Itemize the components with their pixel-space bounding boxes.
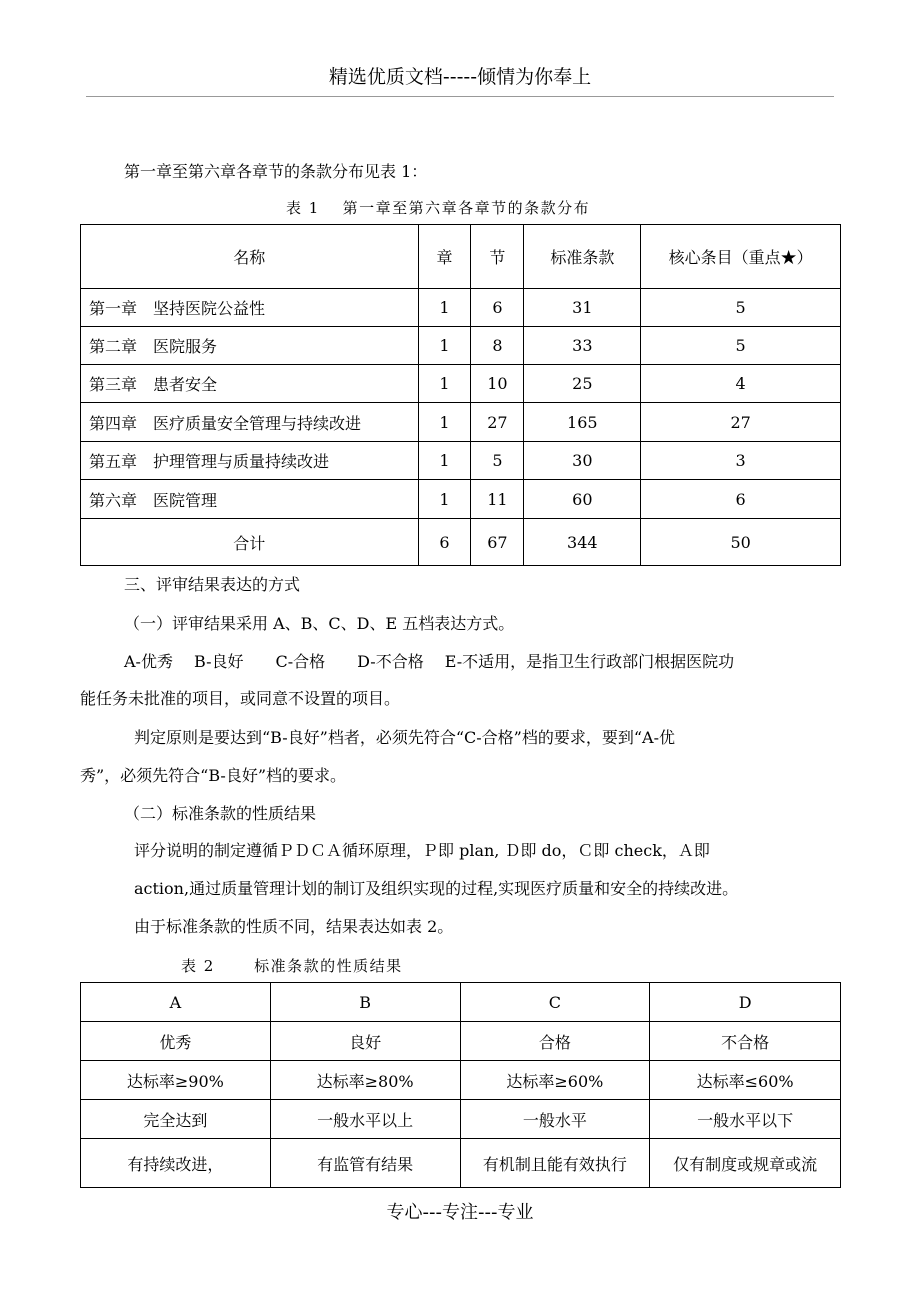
cell-total-core: 50 xyxy=(641,519,841,566)
grade-a-detail: 有持续改进， xyxy=(81,1139,271,1188)
grades-line-1: A-优秀 B-良好 C-合格 D-不合格 E-不适用，是指卫生行政部门根据医院功 xyxy=(124,652,735,671)
section3-sub1: （一）评审结果采用 A、B、C、D、E 五档表达方式。 xyxy=(124,614,515,633)
cell-standard-count: 60 xyxy=(524,480,641,519)
cell-standard-count: 31 xyxy=(524,289,641,327)
cell-standard-count: 25 xyxy=(524,365,641,403)
cell-chapter-count: 1 xyxy=(418,289,471,327)
table-row xyxy=(81,1139,841,1188)
standard-result-table xyxy=(80,982,841,1188)
page-footer: 专心---专注---专业 xyxy=(386,1202,534,1223)
cell-chapter-name: 第三章 患者安全 xyxy=(81,365,419,403)
table-row xyxy=(81,365,841,403)
cell-core-count: 5 xyxy=(641,289,841,327)
grade-a-cell: A xyxy=(81,983,271,1022)
pdca-line-2: action,通过质量管理计划的制订及组织实现的过程,实现医疗质量和安全的持续改进。 xyxy=(134,879,739,898)
grade-c-label: 合格 xyxy=(460,1022,650,1061)
table1-header-section: 节 xyxy=(471,225,524,289)
intro-text: 第一章至第六章各章节的条款分布见表 1： xyxy=(124,162,428,181)
cell-chapter-count: 1 xyxy=(418,327,471,365)
grade-b-cell: B xyxy=(270,983,460,1022)
cell-total-standard: 344 xyxy=(524,519,641,566)
table-row xyxy=(81,983,841,1022)
grade-b-detail: 有监管有结果 xyxy=(270,1139,460,1188)
cell-chapter-count: 1 xyxy=(418,442,471,480)
cell-section-count: 27 xyxy=(471,403,524,442)
table-row xyxy=(81,1100,841,1139)
principle-line-1: 判定原则是要达到“B-良好”档者，必须先符合“C-合格”档的要求，要到“A-优 xyxy=(134,728,675,747)
table-row xyxy=(81,289,841,327)
cell-standard-count: 165 xyxy=(524,403,641,442)
cell-section-count: 11 xyxy=(471,480,524,519)
cell-total-label: 合计 xyxy=(81,519,419,566)
table1-header-chapter: 章 xyxy=(418,225,471,289)
cell-section-count: 6 xyxy=(471,289,524,327)
cell-chapter-count: 1 xyxy=(418,403,471,442)
table2-caption: 表 2 标准条款的性质结果 xyxy=(181,957,403,975)
cell-chapter-count: 1 xyxy=(418,480,471,519)
grade-b-rate: 达标率≥80% xyxy=(270,1061,460,1100)
table1-header-standard-items: 标准条款 xyxy=(524,225,641,289)
section3-heading: 三、评审结果表达的方式 xyxy=(124,575,301,594)
grade-a-rate: 达标率≥90% xyxy=(81,1061,271,1100)
table1-header-name: 名称 xyxy=(81,225,419,289)
pdca-line-3: 由于标准条款的性质不同，结果表达如表 2。 xyxy=(134,917,454,936)
header-divider xyxy=(86,96,834,97)
principle-line-2: 秀”，必须先符合“B-良好”档的要求。 xyxy=(80,766,347,785)
cell-total-sections: 67 xyxy=(471,519,524,566)
grade-d-rate: 达标率≤60% xyxy=(650,1061,841,1100)
grades-line-2: 能任务未批准的项目，或同意不设置的项目。 xyxy=(80,689,401,708)
table-row xyxy=(81,327,841,365)
table1-header-core-items: 核心条目（重点★） xyxy=(641,225,841,289)
cell-standard-count: 33 xyxy=(524,327,641,365)
grade-b-level: 一般水平以上 xyxy=(270,1100,460,1139)
cell-core-count: 4 xyxy=(641,365,841,403)
cell-chapter-count: 1 xyxy=(418,365,471,403)
chapter-distribution-table xyxy=(80,224,841,566)
grade-c-level: 一般水平 xyxy=(460,1100,650,1139)
table1-total-row xyxy=(81,519,841,566)
cell-chapter-name: 第五章 护理管理与质量持续改进 xyxy=(81,442,419,480)
cell-section-count: 5 xyxy=(471,442,524,480)
cell-standard-count: 30 xyxy=(524,442,641,480)
section3-sub2: （二）标准条款的性质结果 xyxy=(124,804,317,823)
cell-total-chapters: 6 xyxy=(418,519,471,566)
grade-c-rate: 达标率≥60% xyxy=(460,1061,650,1100)
grade-c-cell: C xyxy=(460,983,650,1022)
cell-chapter-name: 第一章 坚持医院公益性 xyxy=(81,289,419,327)
table1-caption: 表 1 第一章至第六章各章节的条款分布 xyxy=(286,199,591,217)
cell-core-count: 6 xyxy=(641,480,841,519)
grade-d-detail: 仅有制度或规章或流 xyxy=(650,1139,841,1188)
cell-section-count: 8 xyxy=(471,327,524,365)
table-row xyxy=(81,1061,841,1100)
grade-c-detail: 有机制且能有效执行 xyxy=(460,1139,650,1188)
cell-core-count: 3 xyxy=(641,442,841,480)
grade-d-label: 不合格 xyxy=(650,1022,841,1061)
grade-a-level: 完全达到 xyxy=(81,1100,271,1139)
table-row xyxy=(81,1022,841,1061)
page-header: 精选优质文档-----倾情为你奉上 xyxy=(328,66,592,88)
cell-chapter-name: 第六章 医院管理 xyxy=(81,480,419,519)
cell-section-count: 10 xyxy=(471,365,524,403)
table-row xyxy=(81,480,841,519)
cell-chapter-name: 第四章 医疗质量安全管理与持续改进 xyxy=(81,403,419,442)
table-row xyxy=(81,403,841,442)
pdca-line-1: 评分说明的制定遵循ＰＤＣＡ循环原理，Ｐ即 plan, Ｄ即 do，Ｃ即 check，Ａ即 xyxy=(134,841,710,860)
grade-b-label: 良好 xyxy=(270,1022,460,1061)
grade-d-cell: D xyxy=(650,983,841,1022)
grade-a-label: 优秀 xyxy=(81,1022,271,1061)
cell-core-count: 5 xyxy=(641,327,841,365)
cell-chapter-name: 第二章 医院服务 xyxy=(81,327,419,365)
table1-header-row xyxy=(81,225,841,289)
cell-core-count: 27 xyxy=(641,403,841,442)
grade-d-level: 一般水平以下 xyxy=(650,1100,841,1139)
table-row xyxy=(81,442,841,480)
